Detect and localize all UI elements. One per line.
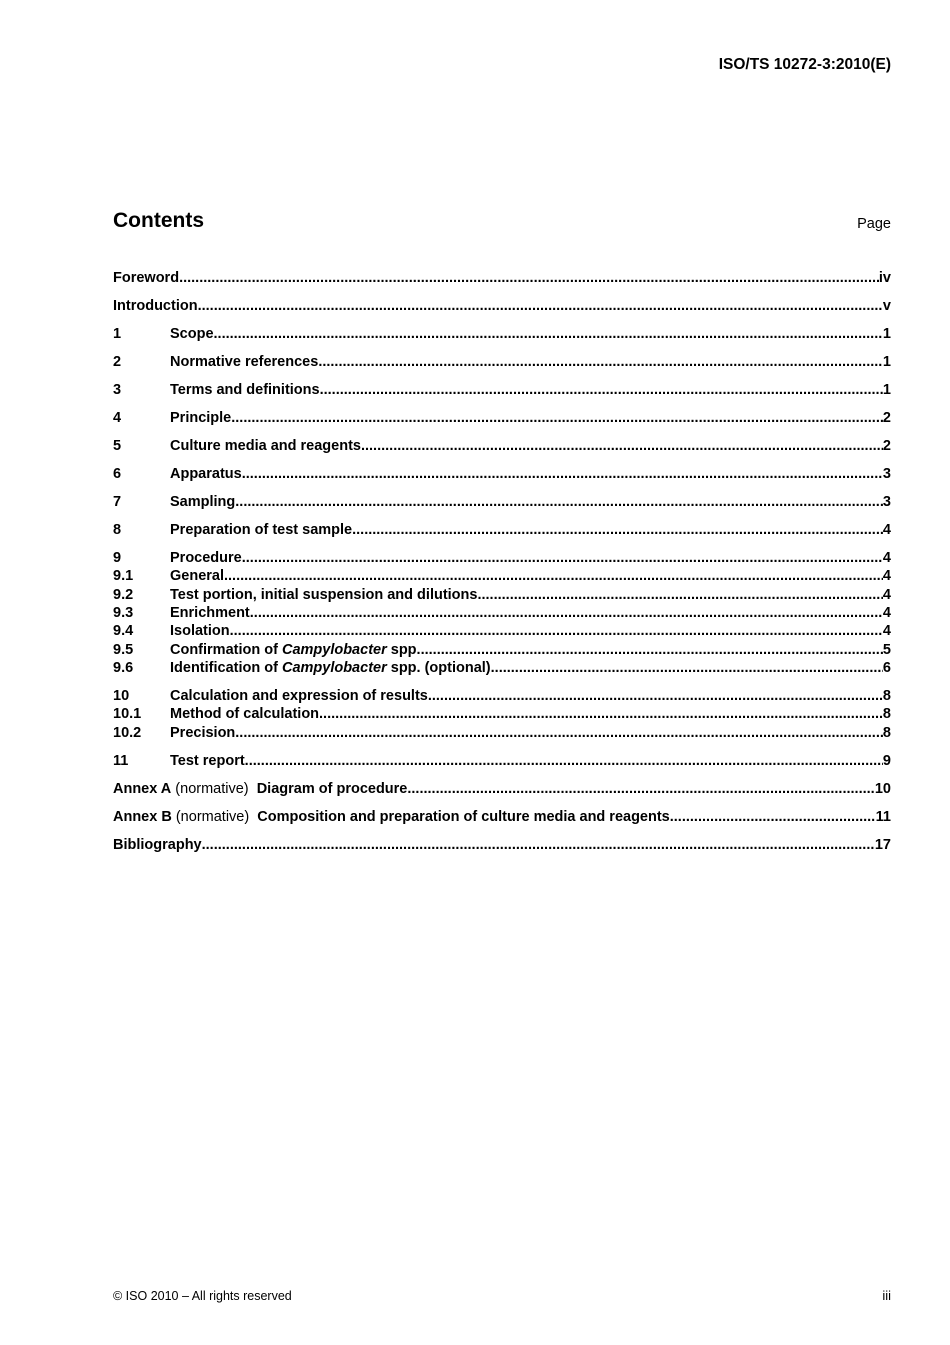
- toc-page-number: 17: [874, 837, 891, 853]
- toc-title-part: Confirmation of: [170, 642, 282, 658]
- toc-dot-leader: [319, 706, 883, 723]
- toc-entry-title: [113, 781, 407, 798]
- toc-entry-title: Principle: [170, 410, 232, 426]
- toc-dot-leader: [477, 587, 882, 604]
- toc-title-part: spp.: [386, 642, 421, 658]
- toc-entry-number: 9.5: [113, 642, 134, 658]
- toc-dot-leader: [231, 410, 883, 427]
- toc-entry-title: Sampling: [170, 494, 236, 510]
- toc-page-number: 8: [882, 706, 891, 722]
- toc-page-number: 10: [874, 781, 891, 797]
- toc-entry[interactable]: [113, 809, 891, 826]
- toc-entry[interactable]: [113, 270, 891, 287]
- toc-entry-title: Method of calculation: [170, 706, 320, 722]
- toc-entry[interactable]: [113, 354, 891, 371]
- toc-entry[interactable]: [113, 753, 891, 770]
- toc-entry-number: 9: [113, 550, 122, 566]
- toc-title-part: spp. (optional): [386, 660, 491, 676]
- toc-entry-number: 10: [113, 688, 130, 704]
- toc-page-number: 4: [882, 605, 891, 621]
- toc-entry[interactable]: [113, 706, 891, 723]
- toc-page-number: 4: [882, 587, 891, 603]
- toc-entry[interactable]: [113, 623, 891, 640]
- toc-page-number: 4: [882, 623, 891, 639]
- toc-entry-number: 9.2: [113, 587, 134, 603]
- toc-entry-title: Terms and definitions: [170, 382, 320, 398]
- toc-entry-title: Isolation: [170, 623, 230, 639]
- toc-page-number: 3: [882, 494, 891, 510]
- toc-entry-number: 3: [113, 382, 122, 398]
- toc-page-number: 4: [882, 568, 891, 584]
- toc-entry-number: 8: [113, 522, 122, 538]
- toc-entry-number: 6: [113, 466, 122, 482]
- toc-entry-title: Test report: [170, 753, 245, 769]
- toc-entry[interactable]: [113, 642, 891, 659]
- toc-entry[interactable]: [113, 550, 891, 567]
- toc-dot-leader: [421, 642, 883, 659]
- toc-dot-leader: [352, 522, 883, 539]
- toc-page-number: 4: [882, 550, 891, 566]
- toc-page-number: 4: [882, 522, 891, 538]
- toc-entry[interactable]: [113, 410, 891, 427]
- toc-entry[interactable]: [113, 494, 891, 511]
- annex-title: Diagram of procedure: [256, 781, 408, 797]
- toc-entry-number: 11: [113, 753, 129, 769]
- toc-title-italic: Campylobacter: [281, 642, 387, 658]
- toc-page-number: 2: [882, 438, 891, 454]
- toc-entry-number: 10.1: [113, 706, 142, 722]
- toc-entry-title: Preparation of test sample: [170, 522, 353, 538]
- toc-entry-number: 5: [113, 438, 122, 454]
- toc-dot-leader: [318, 354, 883, 371]
- toc-entry-title: Apparatus: [170, 466, 242, 482]
- toc-entry-number: 9.1: [113, 568, 134, 584]
- footer-copyright: © ISO 2010 – All rights reserved: [113, 1289, 292, 1303]
- toc-entry-number: 2: [113, 354, 122, 370]
- toc-dot-leader: [198, 298, 883, 315]
- toc-entry-title: Scope: [170, 326, 214, 342]
- toc-dot-leader: [202, 837, 875, 854]
- annex-label: Annex A: [113, 781, 172, 797]
- annex-type: (normative): [171, 809, 258, 825]
- toc-entry-title: Procedure: [170, 550, 242, 566]
- toc-entry-title: Bibliography: [113, 837, 202, 853]
- toc-title-part: Identification of: [170, 660, 282, 676]
- toc-page-number: 1: [882, 354, 891, 370]
- toc-page-number: iv: [878, 270, 891, 286]
- toc-entry-number: 10.2: [113, 725, 142, 741]
- toc-page-number: 8: [882, 725, 891, 741]
- toc-page-number: 2: [882, 410, 891, 426]
- toc-dot-leader: [224, 568, 883, 585]
- toc-page-number: 8: [882, 688, 891, 704]
- toc-dot-leader: [235, 494, 883, 511]
- toc-entry-title: Foreword: [113, 270, 180, 286]
- toc-dot-leader: [491, 660, 883, 677]
- footer-page-number: iii: [882, 1288, 891, 1303]
- toc-entry[interactable]: [113, 725, 891, 742]
- toc-dot-leader: [179, 270, 879, 287]
- document-id: ISO/TS 10272-3:2010(E): [718, 56, 891, 73]
- toc-entry-title: Precision: [170, 725, 236, 741]
- toc-dot-leader: [428, 688, 883, 705]
- toc-dot-leader: [670, 809, 876, 826]
- toc-entry[interactable]: [113, 466, 891, 483]
- toc-entry-number: 4: [113, 410, 122, 426]
- toc-entry-number: 9.6: [113, 660, 134, 676]
- toc-entry-title: Test portion, initial suspension and dilutions: [170, 587, 478, 603]
- contents-heading: Contents: [113, 209, 204, 232]
- toc-entry-number: 7: [113, 494, 122, 510]
- toc-entry[interactable]: [113, 660, 891, 677]
- toc-entry-title: Introduction: [113, 298, 198, 314]
- toc-entry-title: [170, 642, 421, 659]
- toc-entry-title: [170, 660, 491, 677]
- toc-dot-leader: [320, 382, 883, 399]
- toc-dot-leader: [235, 725, 883, 742]
- toc-page-number: v: [882, 298, 891, 314]
- toc-page-number: 1: [882, 382, 891, 398]
- toc-page-number: 1: [882, 326, 891, 342]
- toc-dot-leader: [250, 605, 883, 622]
- toc-entry-title: Culture media and reagents: [170, 438, 361, 454]
- toc-entry[interactable]: [113, 438, 891, 455]
- annex-type: (normative): [171, 781, 257, 797]
- toc-page-number: 6: [882, 660, 891, 676]
- annex-label: Annex B: [113, 809, 172, 825]
- toc-entry-title: Calculation and expression of results: [170, 688, 428, 704]
- toc-dot-leader: [214, 326, 883, 343]
- toc-entry[interactable]: [113, 298, 891, 315]
- toc-entry-title: [113, 809, 670, 826]
- toc-dot-leader: [245, 753, 883, 770]
- toc-dot-leader: [361, 438, 883, 455]
- toc-page-number: 9: [882, 753, 891, 769]
- toc-entry[interactable]: [113, 837, 891, 854]
- toc-title-italic: Campylobacter: [281, 660, 387, 676]
- annex-title: Composition and preparation of culture media and reagents: [257, 809, 670, 825]
- toc-dot-leader: [407, 781, 874, 798]
- toc-entry-title: Normative references: [170, 354, 319, 370]
- toc-entry-number: 1: [113, 326, 122, 342]
- toc-entry-number: 9.3: [113, 605, 134, 621]
- toc-dot-leader: [242, 466, 883, 483]
- toc-entry-number: 9.4: [113, 623, 134, 639]
- toc-dot-leader: [242, 550, 883, 567]
- toc-dot-leader: [230, 623, 883, 640]
- toc-entry[interactable]: [113, 781, 891, 798]
- toc-entry[interactable]: [113, 688, 891, 705]
- toc-entry[interactable]: [113, 326, 891, 343]
- toc-page-number: 3: [882, 466, 891, 482]
- toc-entry[interactable]: [113, 382, 891, 399]
- toc-entry[interactable]: [113, 522, 891, 539]
- toc-entry[interactable]: [113, 568, 891, 585]
- toc-entry-title: Enrichment: [170, 605, 250, 621]
- page-column-label: Page: [857, 216, 891, 232]
- toc-page-number: 5: [882, 642, 891, 658]
- toc-entry[interactable]: [113, 605, 891, 622]
- toc-page-number: 11: [875, 809, 891, 825]
- toc-entry-title: General: [170, 568, 224, 584]
- toc-entry[interactable]: [113, 587, 891, 604]
